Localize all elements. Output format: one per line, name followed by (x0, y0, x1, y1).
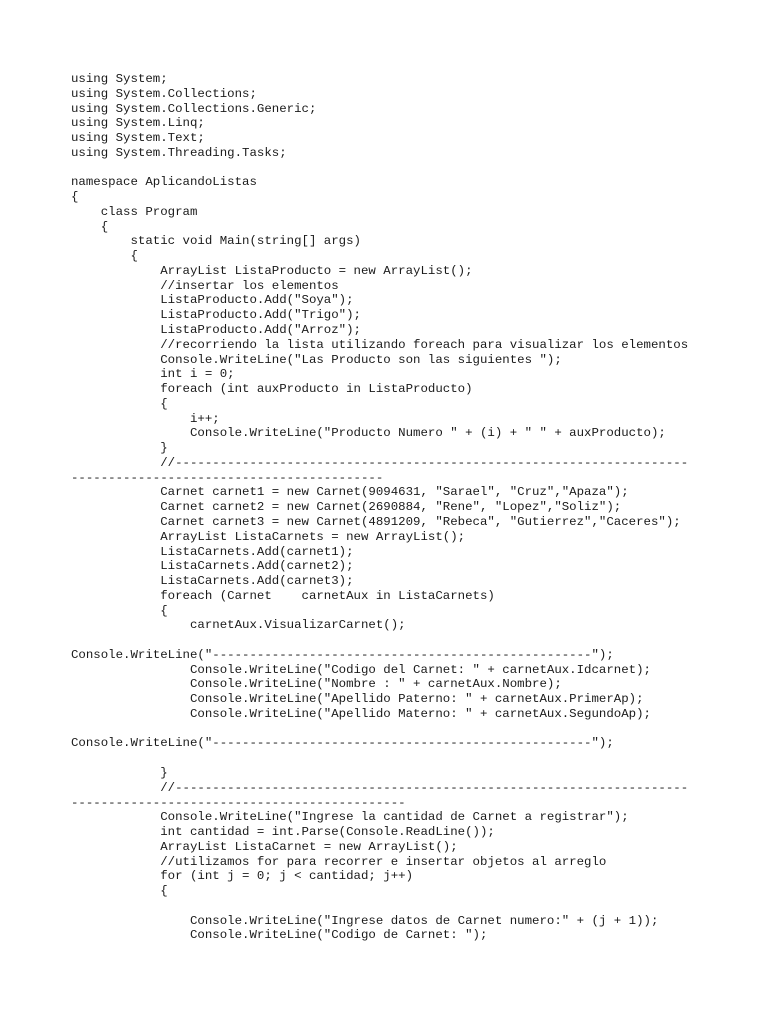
code-line: using System; (71, 72, 168, 86)
code-line (71, 633, 761, 648)
code-line: ListaProducto.Add("Trigo"); (71, 308, 361, 323)
code-line: ListaCarnets.Add(carnet1); (71, 544, 354, 559)
code-line: namespace AplicandoListas (71, 175, 257, 190)
code-line: ------------------------------------------ (71, 470, 384, 485)
code-line: Console.WriteLine("Codigo de Carnet: "); (71, 928, 488, 943)
code-line: Console.WriteLine("Producto Numero " + (i) + " " + auxProducto); (71, 426, 666, 441)
code-line (71, 899, 761, 914)
code-line: //recorriendo la lista utilizando foreach para visualizar los elementos (71, 337, 689, 352)
code-line: ArrayList ListaCarnet = new ArrayList(); (71, 839, 458, 854)
code-line: Console.WriteLine("Las Producto son las siguientes "); (71, 352, 562, 367)
code-line: i++; (71, 411, 220, 426)
code-line: Console.WriteLine("Ingrese datos de Carnet numero:" + (j + 1)); (71, 913, 659, 928)
code-line: Carnet carnet3 = new Carnet(4891209, "Rebeca", "Gutierrez","Caceres"); (71, 514, 681, 529)
code-line: { (71, 190, 79, 205)
code-line: --------------------------------------------- (71, 795, 406, 810)
code-line: using System.Linq; (71, 116, 205, 131)
code-line: using System.Collections; (71, 86, 257, 101)
code-line: int i = 0; (71, 367, 235, 382)
code-line: Console.WriteLine("---------------------------------------------------"); (71, 647, 614, 662)
code-line: Console.WriteLine("---------------------------------------------------"); (71, 736, 614, 751)
code-line: using System.Threading.Tasks; (71, 145, 287, 160)
code-line: { (71, 884, 168, 899)
code-line: Console.WriteLine("Apellido Materno: " + carnetAux.SegundoAp); (71, 706, 651, 721)
code-line: Console.WriteLine("Ingrese la cantidad de Carnet a registrar"); (71, 810, 629, 825)
code-line: ListaCarnets.Add(carnet3); (71, 574, 354, 589)
code-line: Console.WriteLine("Nombre : " + carnetAux.Nombre); (71, 677, 562, 692)
code-line: { (71, 249, 138, 264)
code-line: foreach (int auxProducto in ListaProducto) (71, 382, 473, 397)
code-line: } (71, 441, 168, 456)
code-line: using System.Text; (71, 131, 205, 146)
code-line: //--------------------------------------------------------------------- (71, 455, 689, 470)
code-line: Console.WriteLine("Apellido Paterno: " + carnetAux.PrimerAp); (71, 692, 644, 707)
code-line: { (71, 396, 168, 411)
code-line: ListaProducto.Add("Soya"); (71, 293, 354, 308)
code-line: carnetAux.VisualizarCarnet(); (71, 618, 406, 633)
code-line: using System.Collections.Generic; (71, 101, 317, 116)
code-line: { (71, 603, 168, 618)
code-line: ArrayList ListaCarnets = new ArrayList(); (71, 529, 466, 544)
code-line: int cantidad = int.Parse(Console.ReadLine()); (71, 825, 495, 840)
code-line: //utilizamos for para recorrer e insertar objetos al arreglo (71, 854, 607, 869)
code-line: ListaProducto.Add("Arroz"); (71, 323, 361, 338)
code-line: Console.WriteLine("Codigo del Carnet: " + carnetAux.Idcarnet); (71, 662, 651, 677)
code-line: Carnet carnet2 = new Carnet(2690884, "Rene", "Lopez","Soliz"); (71, 500, 622, 515)
code-listing (71, 72, 761, 943)
code-line (71, 751, 761, 766)
code-line (71, 722, 761, 737)
code-line: ArrayList ListaProducto = new ArrayList(); (71, 263, 473, 278)
code-line: //--------------------------------------------------------------------- (71, 780, 689, 795)
code-line: Carnet carnet1 = new Carnet(9094631, "Sarael", "Cruz","Apaza"); (71, 485, 629, 500)
code-line: //insertar los elementos (71, 278, 339, 293)
code-line: class Program (71, 204, 198, 219)
code-line: for (int j = 0; j < cantidad; j++) (71, 869, 414, 884)
code-line: { (71, 219, 109, 234)
code-line: } (71, 765, 168, 780)
code-line: static void Main(string[] args) (71, 234, 361, 249)
code-line (71, 161, 761, 176)
code-line: ListaCarnets.Add(carnet2); (71, 559, 354, 574)
code-line: foreach (Carnet carnetAux in ListaCarnets) (71, 588, 495, 603)
